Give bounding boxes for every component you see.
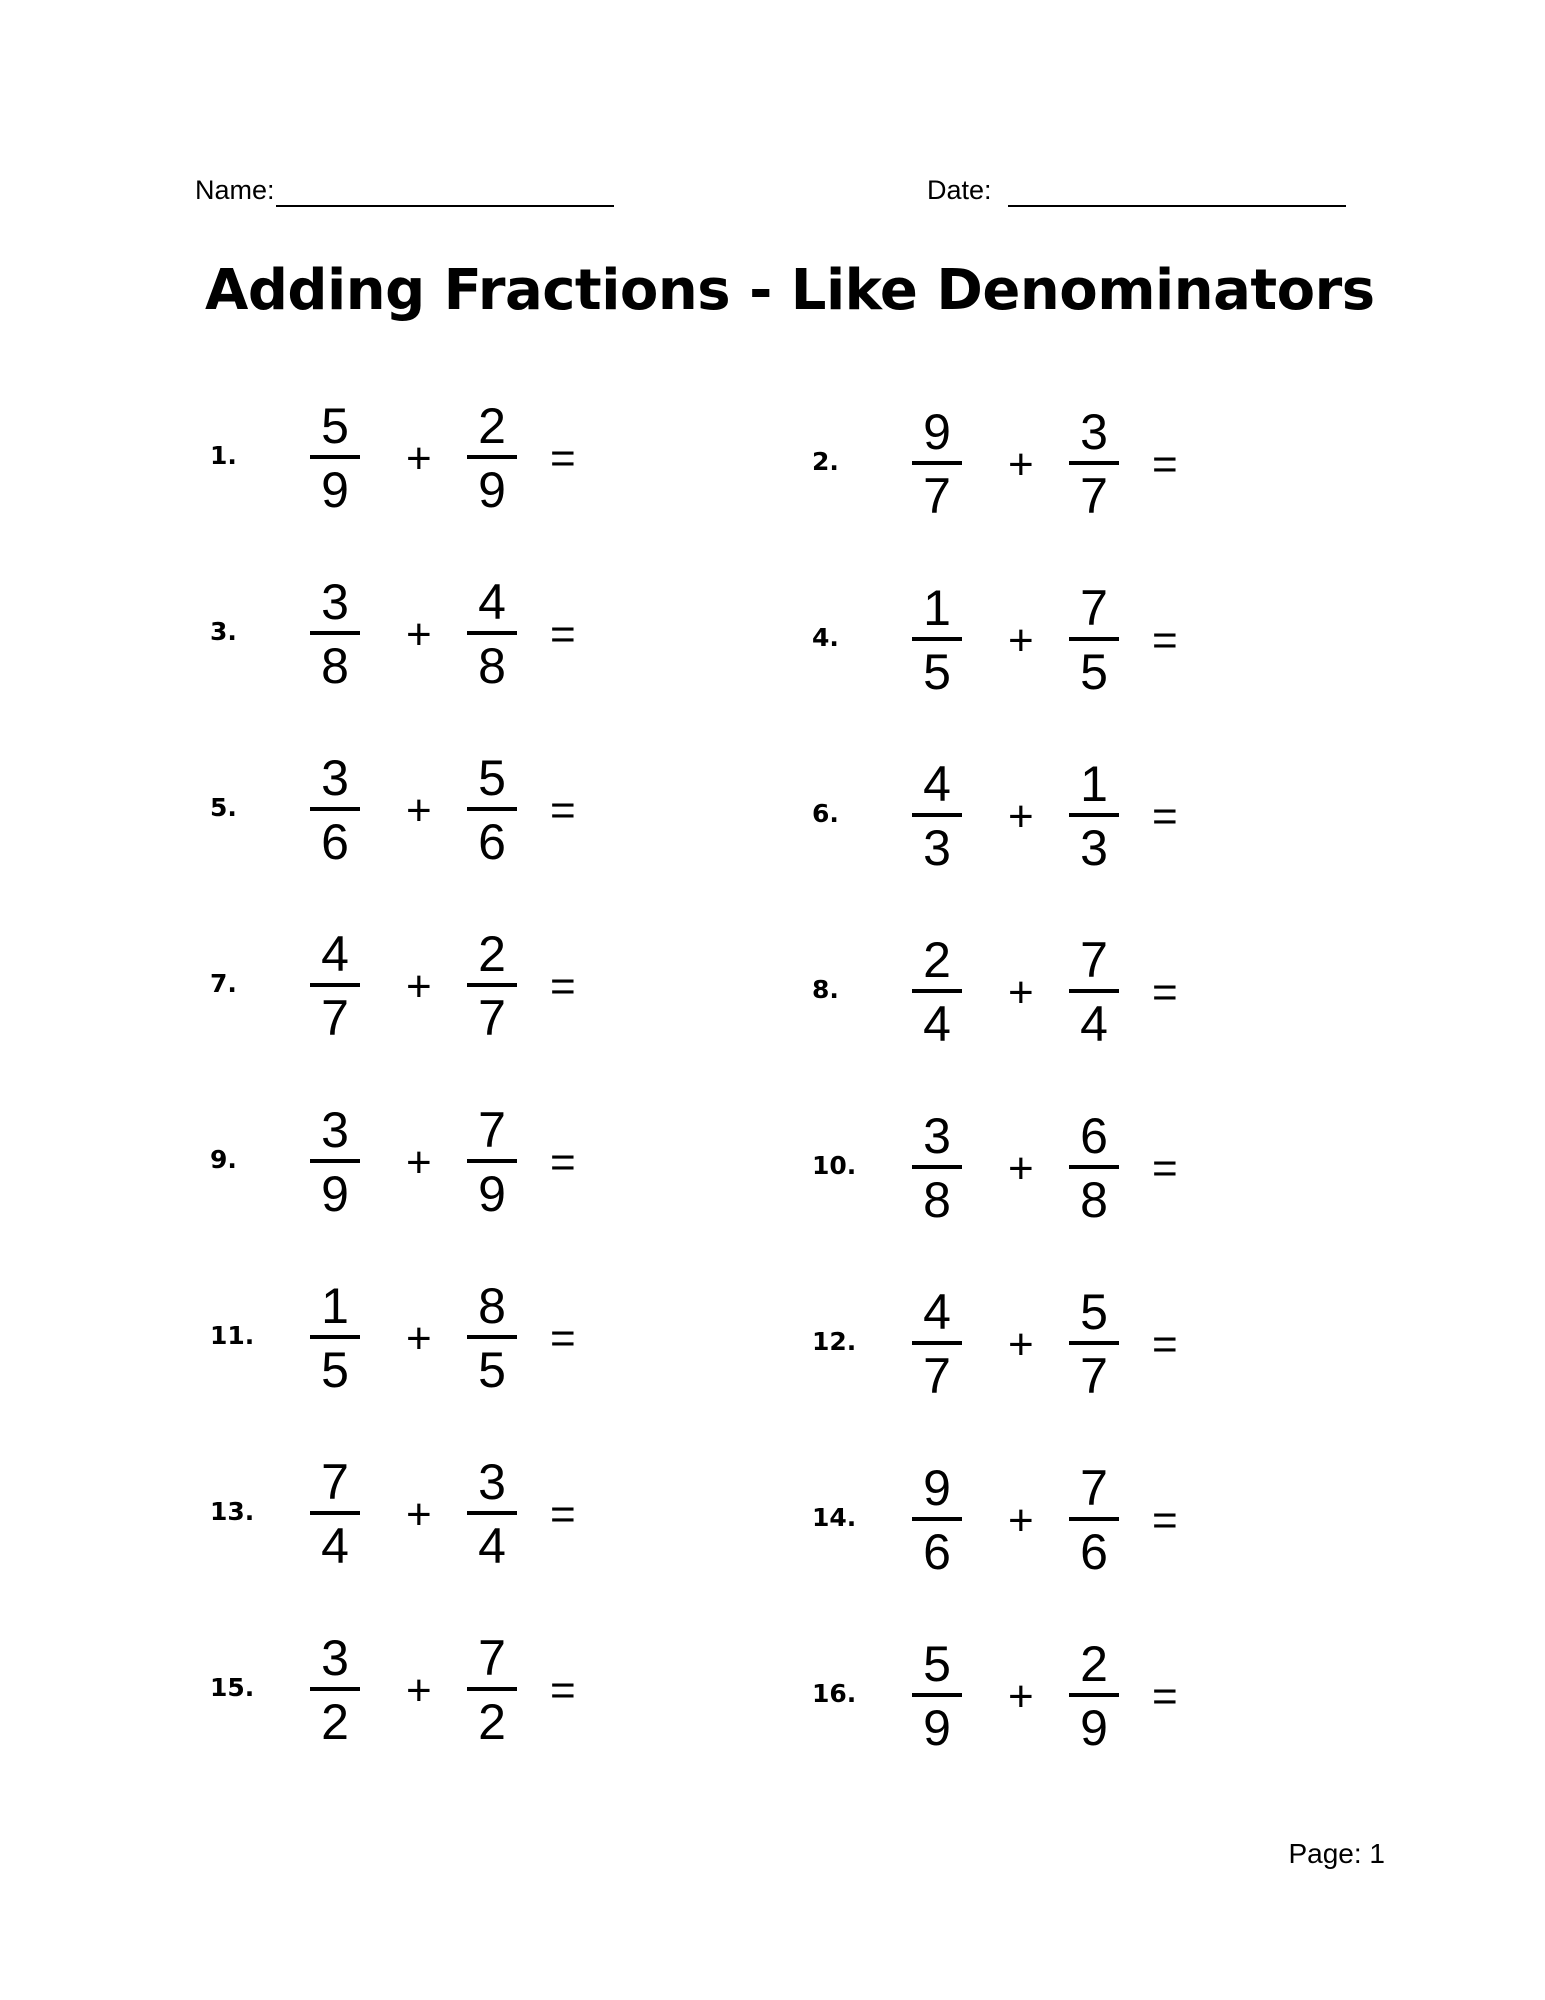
numerator: 7 <box>321 1454 349 1510</box>
denominator: 8 <box>1080 1172 1108 1228</box>
plus-sign: + <box>406 610 432 659</box>
fraction-b <box>1069 758 1119 874</box>
fraction-bar <box>912 1693 962 1697</box>
denominator: 6 <box>923 1524 951 1580</box>
equals-sign: = <box>550 1314 576 1363</box>
denominator: 9 <box>321 462 349 518</box>
fraction-b <box>1069 1462 1119 1578</box>
plus-sign: + <box>1008 1672 1034 1721</box>
fraction-bar <box>467 807 517 811</box>
numerator: 2 <box>1080 1636 1108 1692</box>
problem-9 <box>210 1104 630 1224</box>
numerator: 2 <box>478 398 506 454</box>
numerator: 8 <box>478 1278 506 1334</box>
plus-sign: + <box>406 962 432 1011</box>
fraction-b <box>1069 582 1119 698</box>
fraction-a <box>912 1462 962 1578</box>
numerator: 4 <box>923 756 951 812</box>
fraction-a <box>912 1286 962 1402</box>
fraction-b <box>467 752 517 868</box>
fraction-bar <box>310 983 360 987</box>
equals-sign: = <box>550 434 576 483</box>
plus-sign: + <box>406 1490 432 1539</box>
page-title: Adding Fractions - Like Denominators <box>205 258 1375 323</box>
problem-number: 13. <box>210 1497 255 1526</box>
problem-number: 15. <box>210 1673 255 1702</box>
denominator: 3 <box>923 820 951 876</box>
fraction-b <box>1069 1638 1119 1754</box>
fraction-a <box>912 406 962 522</box>
problem-5 <box>210 752 630 872</box>
denominator: 5 <box>478 1342 506 1398</box>
equals-sign: = <box>1152 1672 1178 1721</box>
fraction-bar <box>310 1511 360 1515</box>
numerator: 5 <box>923 1636 951 1692</box>
fraction-bar <box>310 807 360 811</box>
problem-number: 2. <box>812 447 839 476</box>
fraction-bar <box>467 1335 517 1339</box>
denominator: 7 <box>923 468 951 524</box>
fraction-b <box>1069 1286 1119 1402</box>
numerator: 4 <box>478 574 506 630</box>
problem-12 <box>812 1286 1232 1406</box>
denominator: 4 <box>923 996 951 1052</box>
equals-sign: = <box>550 962 576 1011</box>
equals-sign: = <box>1152 440 1178 489</box>
numerator: 3 <box>321 1102 349 1158</box>
numerator: 4 <box>321 926 349 982</box>
numerator: 4 <box>923 1284 951 1340</box>
numerator: 3 <box>923 1108 951 1164</box>
problem-3 <box>210 576 630 696</box>
problem-8 <box>812 934 1232 1054</box>
equals-sign: = <box>1152 1496 1178 1545</box>
fraction-bar <box>310 631 360 635</box>
plus-sign: + <box>406 1666 432 1715</box>
fraction-a <box>310 1456 360 1572</box>
equals-sign: = <box>1152 792 1178 841</box>
numerator: 5 <box>1080 1284 1108 1340</box>
problem-number: 1. <box>210 441 237 470</box>
denominator: 9 <box>923 1700 951 1756</box>
numerator: 6 <box>1080 1108 1108 1164</box>
fraction-a <box>912 758 962 874</box>
denominator: 7 <box>478 990 506 1046</box>
plus-sign: + <box>1008 440 1034 489</box>
denominator: 6 <box>1080 1524 1108 1580</box>
numerator: 1 <box>923 580 951 636</box>
date-label: Date: <box>927 175 992 205</box>
denominator: 8 <box>923 1172 951 1228</box>
plus-sign: + <box>1008 616 1034 665</box>
denominator: 9 <box>1080 1700 1108 1756</box>
denominator: 9 <box>321 1166 349 1222</box>
denominator: 5 <box>321 1342 349 1398</box>
fraction-bar <box>912 989 962 993</box>
fraction-bar <box>912 461 962 465</box>
numerator: 3 <box>1080 404 1108 460</box>
problem-number: 12. <box>812 1327 857 1356</box>
numerator: 7 <box>478 1102 506 1158</box>
fraction-a <box>310 752 360 868</box>
denominator: 5 <box>923 644 951 700</box>
plus-sign: + <box>406 1314 432 1363</box>
fraction-b <box>467 576 517 692</box>
denominator: 9 <box>478 1166 506 1222</box>
numerator: 5 <box>321 398 349 454</box>
fraction-b <box>467 400 517 516</box>
fraction-bar <box>467 983 517 987</box>
denominator: 8 <box>321 638 349 694</box>
problem-7 <box>210 928 630 1048</box>
fraction-bar <box>912 1341 962 1345</box>
fraction-b <box>467 1456 517 1572</box>
problem-number: 7. <box>210 969 237 998</box>
plus-sign: + <box>406 786 432 835</box>
denominator: 8 <box>478 638 506 694</box>
fraction-bar <box>912 637 962 641</box>
plus-sign: + <box>1008 1144 1034 1193</box>
fraction-bar <box>1069 989 1119 993</box>
equals-sign: = <box>1152 616 1178 665</box>
fraction-bar <box>310 455 360 459</box>
equals-sign: = <box>550 786 576 835</box>
problem-11 <box>210 1280 630 1400</box>
denominator: 6 <box>321 814 349 870</box>
denominator: 6 <box>478 814 506 870</box>
fraction-bar <box>1069 1517 1119 1521</box>
numerator: 7 <box>1080 580 1108 636</box>
plus-sign: + <box>1008 1320 1034 1369</box>
numerator: 9 <box>923 1460 951 1516</box>
numerator: 1 <box>321 1278 349 1334</box>
fraction-bar <box>467 1511 517 1515</box>
denominator: 7 <box>321 990 349 1046</box>
fraction-a <box>310 928 360 1044</box>
fraction-b <box>467 1632 517 1748</box>
fraction-a <box>912 582 962 698</box>
denominator: 5 <box>1080 644 1108 700</box>
fraction-b <box>467 1280 517 1396</box>
problem-number: 4. <box>812 623 839 652</box>
denominator: 4 <box>1080 996 1108 1052</box>
numerator: 3 <box>321 574 349 630</box>
fraction-b <box>1069 934 1119 1050</box>
numerator: 7 <box>1080 1460 1108 1516</box>
numerator: 1 <box>1080 756 1108 812</box>
fraction-bar <box>467 1159 517 1163</box>
fraction-bar <box>1069 1341 1119 1345</box>
numerator: 2 <box>478 926 506 982</box>
fraction-bar <box>467 1687 517 1691</box>
problem-4 <box>812 582 1232 702</box>
name-label: Name: <box>195 175 275 205</box>
fraction-bar <box>1069 1165 1119 1169</box>
denominator: 2 <box>321 1694 349 1750</box>
fraction-a <box>310 400 360 516</box>
problem-number: 14. <box>812 1503 857 1532</box>
equals-sign: = <box>1152 1144 1178 1193</box>
problem-2 <box>812 406 1232 526</box>
numerator: 2 <box>923 932 951 988</box>
fraction-b <box>467 1104 517 1220</box>
fraction-b <box>1069 406 1119 522</box>
problem-number: 16. <box>812 1679 857 1708</box>
problem-13 <box>210 1456 630 1576</box>
problem-number: 11. <box>210 1321 255 1350</box>
fraction-bar <box>1069 1693 1119 1697</box>
equals-sign: = <box>550 1666 576 1715</box>
problem-number: 5. <box>210 793 237 822</box>
numerator: 7 <box>1080 932 1108 988</box>
fraction-bar <box>467 631 517 635</box>
fraction-bar <box>310 1159 360 1163</box>
equals-sign: = <box>1152 968 1178 1017</box>
fraction-a <box>912 1638 962 1754</box>
fraction-a <box>310 1280 360 1396</box>
fraction-bar <box>467 455 517 459</box>
problem-15 <box>210 1632 630 1752</box>
fraction-a <box>912 1110 962 1226</box>
fraction-bar <box>310 1335 360 1339</box>
denominator: 4 <box>478 1518 506 1574</box>
fraction-b <box>467 928 517 1044</box>
fraction-a <box>310 576 360 692</box>
problem-14 <box>812 1462 1232 1582</box>
denominator: 4 <box>321 1518 349 1574</box>
problem-number: 3. <box>210 617 237 646</box>
numerator: 5 <box>478 750 506 806</box>
fraction-bar <box>912 1517 962 1521</box>
denominator: 2 <box>478 1694 506 1750</box>
denominator: 9 <box>478 462 506 518</box>
numerator: 3 <box>478 1454 506 1510</box>
problem-1 <box>210 400 630 520</box>
fraction-bar <box>1069 813 1119 817</box>
problem-6 <box>812 758 1232 878</box>
fraction-b <box>1069 1110 1119 1226</box>
plus-sign: + <box>406 1138 432 1187</box>
equals-sign: = <box>550 610 576 659</box>
fraction-bar <box>1069 637 1119 641</box>
plus-sign: + <box>1008 968 1034 1017</box>
equals-sign: = <box>550 1490 576 1539</box>
plus-sign: + <box>406 434 432 483</box>
numerator: 3 <box>321 750 349 806</box>
fraction-bar <box>1069 461 1119 465</box>
plus-sign: + <box>1008 1496 1034 1545</box>
equals-sign: = <box>550 1138 576 1187</box>
denominator: 7 <box>923 1348 951 1404</box>
problem-number: 9. <box>210 1145 237 1174</box>
name-line[interactable] <box>276 205 614 207</box>
numerator: 9 <box>923 404 951 460</box>
date-line[interactable] <box>1008 205 1346 207</box>
numerator: 7 <box>478 1630 506 1686</box>
fraction-bar <box>912 1165 962 1169</box>
fraction-bar <box>310 1687 360 1691</box>
plus-sign: + <box>1008 792 1034 841</box>
fraction-a <box>310 1632 360 1748</box>
equals-sign: = <box>1152 1320 1178 1369</box>
denominator: 7 <box>1080 468 1108 524</box>
problem-number: 10. <box>812 1151 857 1180</box>
fraction-bar <box>912 813 962 817</box>
problem-16 <box>812 1638 1232 1758</box>
numerator: 3 <box>321 1630 349 1686</box>
denominator: 3 <box>1080 820 1108 876</box>
problem-10 <box>812 1110 1232 1230</box>
denominator: 7 <box>1080 1348 1108 1404</box>
problem-number: 8. <box>812 975 839 1004</box>
fraction-a <box>912 934 962 1050</box>
page-number: Page: 1 <box>1288 1838 1385 1869</box>
problem-number: 6. <box>812 799 839 828</box>
fraction-a <box>310 1104 360 1220</box>
